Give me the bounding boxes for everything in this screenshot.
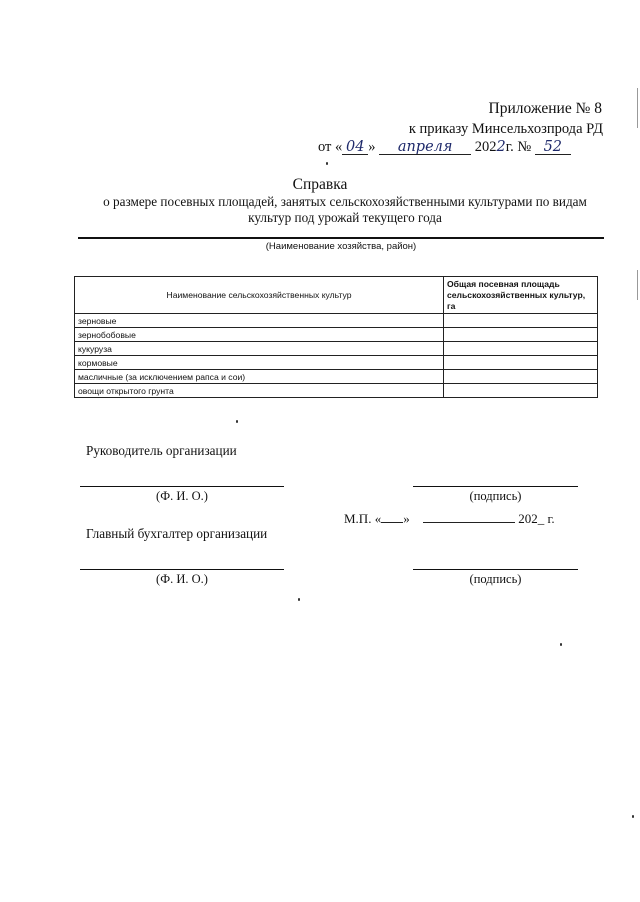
scan-speck [560, 643, 562, 646]
year-suffix: г. № [505, 139, 532, 155]
scan-edge-mark [637, 88, 638, 128]
column-header-crop: Наименование сельскохозяйственных культур [75, 277, 444, 314]
head-signature-line[interactable] [413, 486, 578, 487]
appendix-order-line: к приказу Минсельхозпрода РД [408, 121, 603, 137]
stamp-day-blank[interactable] [381, 522, 403, 523]
area-value-cell[interactable] [444, 356, 598, 370]
date-month-handwritten: апреля [379, 140, 471, 155]
head-fio-line[interactable] [80, 486, 284, 487]
accountant-signature-caption: (подпись) [469, 572, 522, 586]
scan-edge-mark [637, 270, 638, 300]
crops-table [74, 276, 598, 398]
scan-speck [632, 815, 634, 818]
document-subtitle: о размере посевных площадей, занятых сельскохозяйственными культурами по видам культур под урожай текущего года [103, 194, 587, 225]
table-row [75, 370, 598, 384]
accountant-fio-caption: (Ф. И. О.) [156, 572, 208, 586]
stamp-year: 202_ г. [518, 511, 555, 526]
chief-accountant-label: Главный бухгалтер организации [86, 526, 268, 541]
crop-name-cell: масличные (за исключением рапса и сои) [75, 370, 444, 384]
crop-name-cell: кукуруза [75, 342, 444, 356]
area-value-cell[interactable] [444, 328, 598, 342]
crop-name-cell: зерновые [75, 314, 444, 328]
appendix-date-line [318, 139, 608, 156]
organization-caption: (Наименование хозяйства, район) [265, 241, 417, 252]
year-prefix: 202 [474, 139, 497, 155]
year-digit-handwritten: 2 [496, 139, 506, 155]
table-row [75, 342, 598, 356]
crop-name-cell: кормовые [75, 356, 444, 370]
order-number-handwritten: 52 [535, 140, 571, 155]
area-value-cell[interactable] [444, 370, 598, 384]
stamp-day-close: » [403, 511, 410, 526]
table-row [75, 384, 598, 398]
organization-name-line[interactable] [78, 237, 604, 239]
table-row [75, 328, 598, 342]
scan-speck [326, 162, 328, 165]
table-header-row [75, 277, 598, 314]
crop-name-cell: овощи открытого грунта [75, 384, 444, 398]
table-row [75, 356, 598, 370]
area-value-cell[interactable] [444, 314, 598, 328]
scan-speck [298, 598, 300, 601]
head-of-organization-label: Руководитель организации [86, 443, 237, 458]
accountant-signature-line[interactable] [413, 569, 578, 570]
stamp-month-blank[interactable] [423, 522, 515, 523]
column-header-area: Общая посевная площадь сельскохозяйственных культур, га [444, 277, 598, 314]
crop-name-cell: зернобобовые [75, 328, 444, 342]
scan-speck [236, 420, 238, 423]
date-separator: » [368, 139, 376, 155]
accountant-fio-line[interactable] [80, 569, 284, 570]
appendix-title: Приложение № 8 [488, 100, 602, 117]
area-value-cell[interactable] [444, 342, 598, 356]
stamp-date-line [344, 511, 555, 527]
table-row [75, 314, 598, 328]
date-prefix: от « [318, 139, 343, 155]
area-value-cell[interactable] [444, 384, 598, 398]
document-title: Справка [292, 176, 348, 193]
stamp-label: М.П. « [344, 511, 382, 526]
head-fio-caption: (Ф. И. О.) [156, 489, 208, 503]
date-day-handwritten: 04 [342, 140, 368, 155]
head-signature-caption: (подпись) [469, 489, 522, 503]
